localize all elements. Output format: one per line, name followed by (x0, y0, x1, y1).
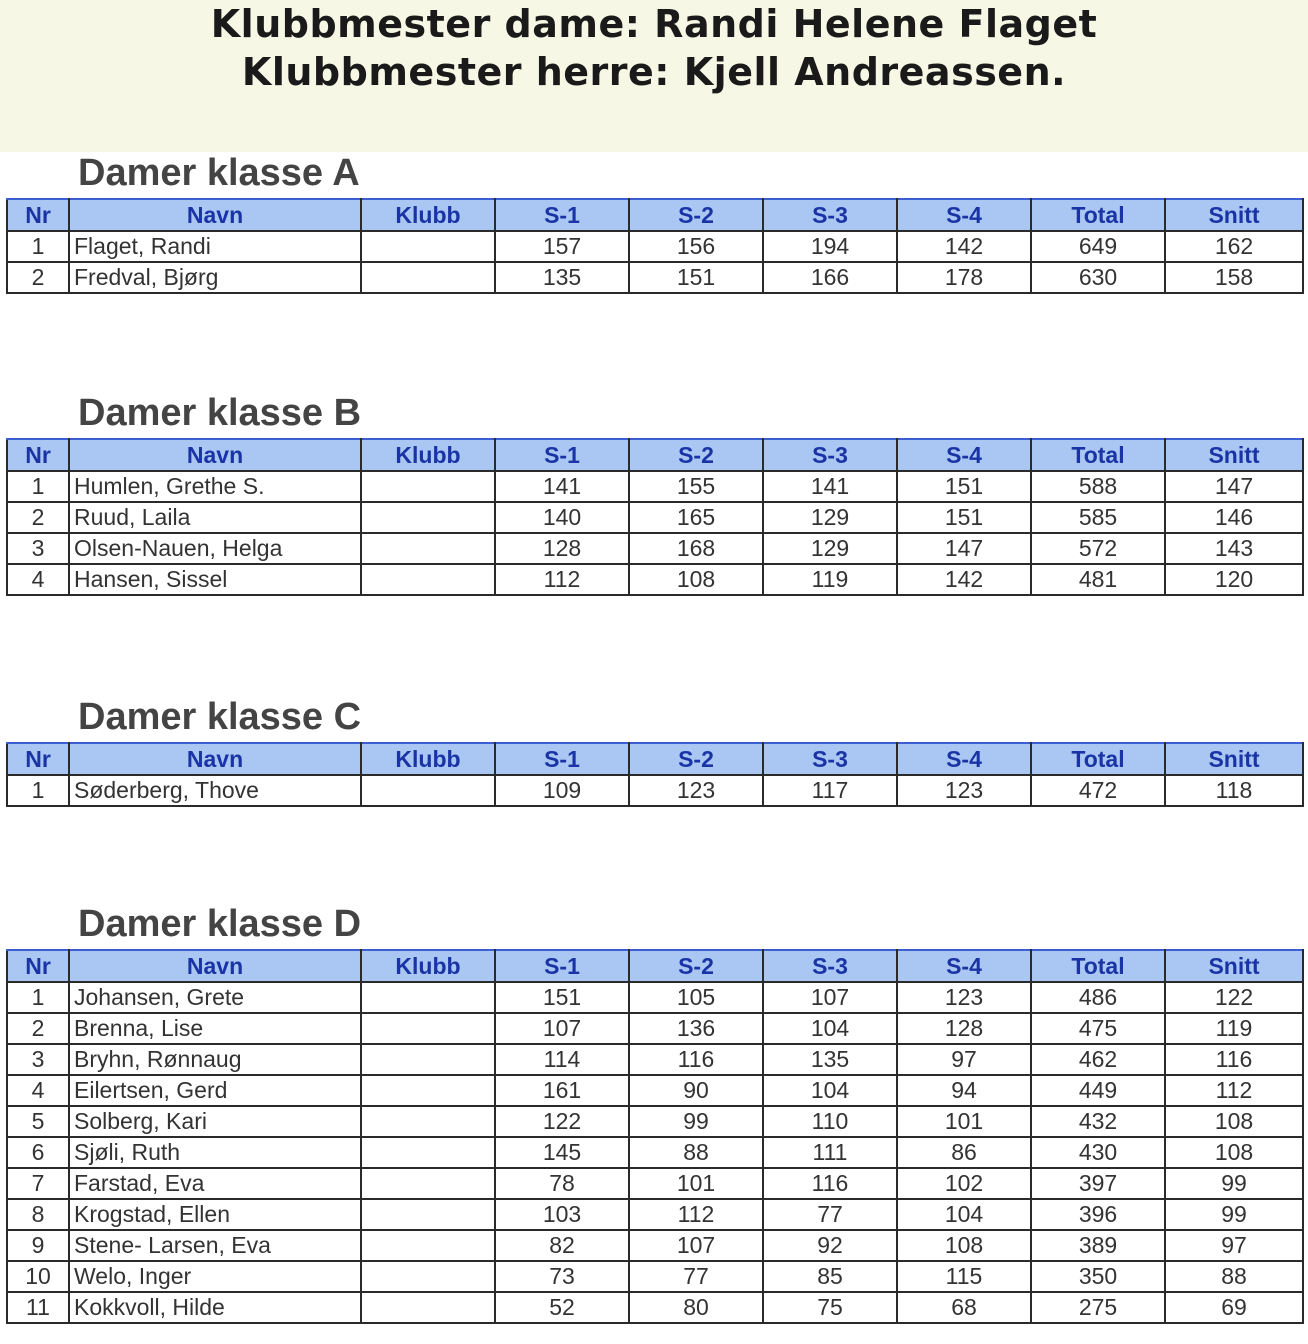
column-header-klubb: Klubb (361, 743, 495, 775)
cell-snitt: 69 (1165, 1292, 1303, 1323)
cell-s2: 99 (629, 1106, 763, 1137)
column-header-total: Total (1031, 439, 1165, 471)
cell-s1: 103 (495, 1199, 629, 1230)
cell-total: 486 (1031, 982, 1165, 1013)
cell-s2: 136 (629, 1013, 763, 1044)
results-table-a (6, 198, 1304, 294)
table-row (7, 982, 1303, 1013)
cell-nr: 6 (7, 1137, 69, 1168)
column-header-nr: Nr (7, 199, 69, 231)
cell-s3: 117 (763, 775, 897, 806)
cell-s4: 101 (897, 1106, 1031, 1137)
column-header-s-1: S-1 (495, 950, 629, 982)
cell-nr: 1 (7, 231, 69, 262)
cell-total: 475 (1031, 1013, 1165, 1044)
cell-s1: 109 (495, 775, 629, 806)
cell-snitt: 97 (1165, 1230, 1303, 1261)
column-header-s-2: S-2 (629, 439, 763, 471)
cell-s2: 101 (629, 1168, 763, 1199)
cell-klubb (361, 1261, 495, 1292)
cell-s3: 129 (763, 502, 897, 533)
cell-navn: Humlen, Grethe S. (69, 471, 361, 502)
table-row (7, 1230, 1303, 1261)
cell-s3: 141 (763, 471, 897, 502)
cell-s1: 112 (495, 564, 629, 595)
cell-snitt: 108 (1165, 1137, 1303, 1168)
cell-s2: 80 (629, 1292, 763, 1323)
table-row (7, 1168, 1303, 1199)
column-header-navn: Navn (69, 439, 361, 471)
cell-klubb (361, 1013, 495, 1044)
cell-s1: 52 (495, 1292, 629, 1323)
cell-s4: 104 (897, 1199, 1031, 1230)
cell-total: 585 (1031, 502, 1165, 533)
column-header-s-1: S-1 (495, 743, 629, 775)
cell-s1: 151 (495, 982, 629, 1013)
cell-total: 430 (1031, 1137, 1165, 1168)
cell-snitt: 162 (1165, 231, 1303, 262)
table-header-row (7, 199, 1303, 231)
column-header-total: Total (1031, 950, 1165, 982)
cell-nr: 2 (7, 502, 69, 533)
cell-snitt: 99 (1165, 1168, 1303, 1199)
cell-s4: 178 (897, 262, 1031, 293)
cell-snitt: 99 (1165, 1199, 1303, 1230)
cell-navn: Bryhn, Rønnaug (69, 1044, 361, 1075)
table-row (7, 1137, 1303, 1168)
cell-nr: 10 (7, 1261, 69, 1292)
cell-snitt: 112 (1165, 1075, 1303, 1106)
cell-klubb (361, 262, 495, 293)
cell-s4: 108 (897, 1230, 1031, 1261)
column-header-s-3: S-3 (763, 743, 897, 775)
table-row (7, 1261, 1303, 1292)
column-header-klubb: Klubb (361, 199, 495, 231)
cell-s2: 90 (629, 1075, 763, 1106)
column-header-snitt: Snitt (1165, 439, 1303, 471)
champion-women-line: Klubbmester dame: Randi Helene Flaget (210, 2, 1098, 46)
cell-klubb (361, 1075, 495, 1106)
cell-s4: 151 (897, 502, 1031, 533)
cell-total: 649 (1031, 231, 1165, 262)
cell-s4: 128 (897, 1013, 1031, 1044)
cell-s4: 142 (897, 231, 1031, 262)
cell-s1: 157 (495, 231, 629, 262)
table-row (7, 1075, 1303, 1106)
table-row (7, 231, 1303, 262)
cell-s4: 123 (897, 982, 1031, 1013)
table-row (7, 775, 1303, 806)
cell-nr: 8 (7, 1199, 69, 1230)
cell-s2: 168 (629, 533, 763, 564)
cell-navn: Søderberg, Thove (69, 775, 361, 806)
cell-s3: 75 (763, 1292, 897, 1323)
column-header-s-4: S-4 (897, 439, 1031, 471)
cell-total: 397 (1031, 1168, 1165, 1199)
table-header-row (7, 950, 1303, 982)
cell-klubb (361, 982, 495, 1013)
cell-s1: 128 (495, 533, 629, 564)
cell-klubb (361, 1137, 495, 1168)
cell-klubb (361, 1230, 495, 1261)
column-header-klubb: Klubb (361, 439, 495, 471)
column-header-s-3: S-3 (763, 199, 897, 231)
column-header-s-2: S-2 (629, 743, 763, 775)
cell-s1: 114 (495, 1044, 629, 1075)
cell-snitt: 119 (1165, 1013, 1303, 1044)
cell-nr: 1 (7, 775, 69, 806)
club-champion-banner (0, 0, 1308, 152)
column-header-klubb: Klubb (361, 950, 495, 982)
column-header-s-1: S-1 (495, 439, 629, 471)
cell-navn: Hansen, Sissel (69, 564, 361, 595)
table-header-row (7, 439, 1303, 471)
results-table-b (6, 438, 1304, 596)
cell-s3: 107 (763, 982, 897, 1013)
cell-s1: 135 (495, 262, 629, 293)
cell-navn: Brenna, Lise (69, 1013, 361, 1044)
cell-navn: Sjøli, Ruth (69, 1137, 361, 1168)
section-title: Damer klasse B (78, 392, 362, 434)
cell-navn: Kokkvoll, Hilde (69, 1292, 361, 1323)
cell-navn: Welo, Inger (69, 1261, 361, 1292)
cell-navn: Eilertsen, Gerd (69, 1075, 361, 1106)
section-title: Damer klasse D (78, 903, 362, 945)
column-header-s-2: S-2 (629, 199, 763, 231)
cell-snitt: 118 (1165, 775, 1303, 806)
cell-navn: Flaget, Randi (69, 231, 361, 262)
results-table-d (6, 949, 1304, 1324)
cell-klubb (361, 1292, 495, 1323)
cell-navn: Solberg, Kari (69, 1106, 361, 1137)
cell-s3: 194 (763, 231, 897, 262)
column-header-s-4: S-4 (897, 743, 1031, 775)
cell-snitt: 147 (1165, 471, 1303, 502)
cell-snitt: 108 (1165, 1106, 1303, 1137)
cell-nr: 4 (7, 1075, 69, 1106)
cell-s2: 105 (629, 982, 763, 1013)
cell-s4: 123 (897, 775, 1031, 806)
table-row (7, 471, 1303, 502)
cell-navn: Farstad, Eva (69, 1168, 361, 1199)
cell-total: 432 (1031, 1106, 1165, 1137)
cell-s2: 165 (629, 502, 763, 533)
cell-s4: 68 (897, 1292, 1031, 1323)
cell-s1: 161 (495, 1075, 629, 1106)
cell-s2: 108 (629, 564, 763, 595)
cell-klubb (361, 1044, 495, 1075)
table-header-row (7, 743, 1303, 775)
cell-nr: 5 (7, 1106, 69, 1137)
cell-s3: 85 (763, 1261, 897, 1292)
cell-s3: 110 (763, 1106, 897, 1137)
cell-klubb (361, 502, 495, 533)
cell-klubb (361, 471, 495, 502)
cell-s2: 107 (629, 1230, 763, 1261)
cell-total: 350 (1031, 1261, 1165, 1292)
column-header-s-4: S-4 (897, 199, 1031, 231)
column-header-nr: Nr (7, 950, 69, 982)
cell-total: 449 (1031, 1075, 1165, 1106)
cell-klubb (361, 231, 495, 262)
table-row (7, 1044, 1303, 1075)
cell-s4: 147 (897, 533, 1031, 564)
cell-navn: Olsen-Nauen, Helga (69, 533, 361, 564)
cell-s2: 155 (629, 471, 763, 502)
cell-total: 588 (1031, 471, 1165, 502)
table-row (7, 533, 1303, 564)
cell-s2: 77 (629, 1261, 763, 1292)
section-title: Damer klasse C (78, 696, 362, 738)
cell-klubb (361, 564, 495, 595)
cell-navn: Johansen, Grete (69, 982, 361, 1013)
cell-s1: 78 (495, 1168, 629, 1199)
cell-snitt: 146 (1165, 502, 1303, 533)
cell-total: 396 (1031, 1199, 1165, 1230)
column-header-s-1: S-1 (495, 199, 629, 231)
column-header-navn: Navn (69, 950, 361, 982)
cell-navn: Stene- Larsen, Eva (69, 1230, 361, 1261)
cell-s3: 129 (763, 533, 897, 564)
table-row (7, 1292, 1303, 1323)
cell-nr: 4 (7, 564, 69, 595)
cell-nr: 3 (7, 533, 69, 564)
cell-s1: 73 (495, 1261, 629, 1292)
cell-klubb (361, 1199, 495, 1230)
cell-nr: 1 (7, 471, 69, 502)
cell-s1: 107 (495, 1013, 629, 1044)
cell-s3: 104 (763, 1013, 897, 1044)
cell-klubb (361, 533, 495, 564)
cell-nr: 11 (7, 1292, 69, 1323)
cell-s2: 88 (629, 1137, 763, 1168)
cell-s1: 145 (495, 1137, 629, 1168)
cell-s4: 94 (897, 1075, 1031, 1106)
column-header-snitt: Snitt (1165, 199, 1303, 231)
cell-nr: 3 (7, 1044, 69, 1075)
column-header-nr: Nr (7, 743, 69, 775)
cell-total: 275 (1031, 1292, 1165, 1323)
cell-s1: 140 (495, 502, 629, 533)
cell-nr: 2 (7, 262, 69, 293)
cell-total: 462 (1031, 1044, 1165, 1075)
cell-s4: 142 (897, 564, 1031, 595)
cell-klubb (361, 775, 495, 806)
cell-total: 389 (1031, 1230, 1165, 1261)
table-row (7, 502, 1303, 533)
table-row (7, 1106, 1303, 1137)
cell-s4: 97 (897, 1044, 1031, 1075)
column-header-navn: Navn (69, 743, 361, 775)
cell-s2: 116 (629, 1044, 763, 1075)
cell-snitt: 88 (1165, 1261, 1303, 1292)
cell-total: 481 (1031, 564, 1165, 595)
table-row (7, 262, 1303, 293)
cell-s4: 86 (897, 1137, 1031, 1168)
cell-navn: Krogstad, Ellen (69, 1199, 361, 1230)
cell-s1: 141 (495, 471, 629, 502)
column-header-nr: Nr (7, 439, 69, 471)
cell-nr: 2 (7, 1013, 69, 1044)
cell-s4: 115 (897, 1261, 1031, 1292)
cell-total: 472 (1031, 775, 1165, 806)
column-header-s-3: S-3 (763, 950, 897, 982)
cell-s3: 104 (763, 1075, 897, 1106)
cell-s3: 135 (763, 1044, 897, 1075)
cell-snitt: 143 (1165, 533, 1303, 564)
column-header-total: Total (1031, 199, 1165, 231)
column-header-snitt: Snitt (1165, 743, 1303, 775)
cell-s3: 166 (763, 262, 897, 293)
cell-klubb (361, 1106, 495, 1137)
table-row (7, 1013, 1303, 1044)
column-header-s-4: S-4 (897, 950, 1031, 982)
cell-s4: 151 (897, 471, 1031, 502)
cell-s3: 116 (763, 1168, 897, 1199)
cell-s1: 82 (495, 1230, 629, 1261)
cell-s3: 92 (763, 1230, 897, 1261)
cell-s3: 111 (763, 1137, 897, 1168)
column-header-total: Total (1031, 743, 1165, 775)
column-header-s-2: S-2 (629, 950, 763, 982)
cell-navn: Fredval, Bjørg (69, 262, 361, 293)
column-header-s-3: S-3 (763, 439, 897, 471)
cell-snitt: 116 (1165, 1044, 1303, 1075)
cell-total: 572 (1031, 533, 1165, 564)
cell-snitt: 158 (1165, 262, 1303, 293)
cell-snitt: 120 (1165, 564, 1303, 595)
column-header-snitt: Snitt (1165, 950, 1303, 982)
cell-s2: 123 (629, 775, 763, 806)
cell-s3: 119 (763, 564, 897, 595)
results-table-c (6, 742, 1304, 807)
cell-s4: 102 (897, 1168, 1031, 1199)
champion-men-line: Klubbmester herre: Kjell Andreassen. (241, 50, 1067, 94)
cell-total: 630 (1031, 262, 1165, 293)
cell-s2: 112 (629, 1199, 763, 1230)
cell-s2: 151 (629, 262, 763, 293)
cell-klubb (361, 1168, 495, 1199)
cell-s3: 77 (763, 1199, 897, 1230)
cell-snitt: 122 (1165, 982, 1303, 1013)
table-row (7, 564, 1303, 595)
table-row (7, 1199, 1303, 1230)
cell-nr: 9 (7, 1230, 69, 1261)
cell-s2: 156 (629, 231, 763, 262)
cell-s1: 122 (495, 1106, 629, 1137)
cell-navn: Ruud, Laila (69, 502, 361, 533)
column-header-navn: Navn (69, 199, 361, 231)
cell-nr: 1 (7, 982, 69, 1013)
cell-nr: 7 (7, 1168, 69, 1199)
section-title: Damer klasse A (78, 152, 360, 194)
